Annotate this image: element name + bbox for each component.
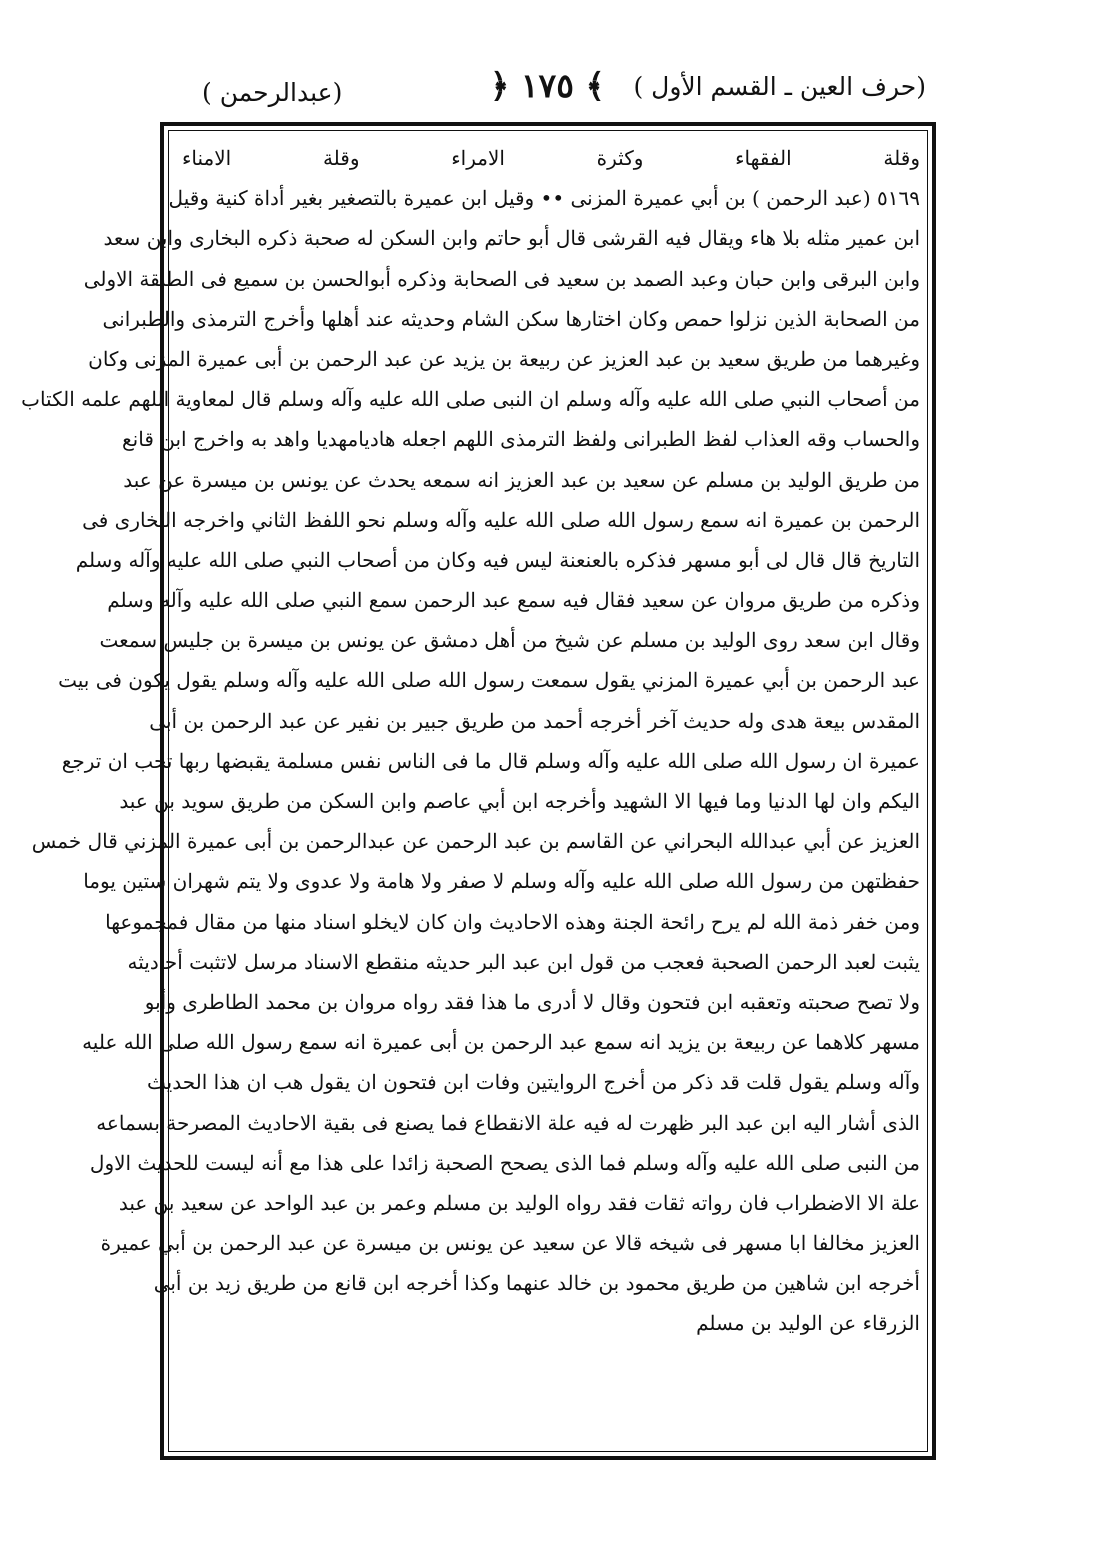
text-line: يثبت لعبد الرحمن الصحبة فعجب من قول ابن عبد البر حديثه منقطع الاسناد مرسل لاتثبت أحاديثه	[127, 949, 920, 974]
text-line: عميرة ان رسول الله صلى الله عليه وآله وسلم قال ما فى الناس نفس مسلمة يقبضها ربها تحب ان ترجع	[61, 748, 920, 773]
text-line: أخرجه ابن شاهين من طريق محمود بن خالد عنهما وكذا أخرجه ابن قانع من طريق زيد بن أبى	[153, 1271, 920, 1296]
text-line: التاريخ قال قال لى أبو مسهر فذكره بالعنعنة ليس فيه وكان من أصحاب النبي صلى الله عليه وآله وسلم	[75, 547, 920, 572]
text-line: اليكم وان لها الدنيا وما فيها الا الشهيد وأخرجه ابن أبي عاصم وابن السكن من طريق سويد بن عبد	[119, 789, 920, 813]
text-line: وقال ابن سعد روى الوليد بن مسلم عن شيخ من أهل دمشق عن يونس بن ميسرة بن جليس سمعت	[99, 628, 920, 653]
text-line: ٥١٦٩ (عبد الرحمن ) بن أبي عميرة المزنى •• وقيل ابن عميرة بالتصغير بغير أداة كنية وقيل	[168, 186, 920, 211]
section-title: ( حرف العين ـ القسم الأول)	[633, 72, 926, 101]
text-line: وذكره من طريق مروان عن سعيد فقال فيه سمع عبد الرحمن سمع النبي صلى الله عليه وآله وسلم	[107, 588, 920, 613]
text-line: حفظتهن من رسول الله صلى الله عليه وآله وسلم لا صفر ولا هامة ولا عدوى ولا يتم شهران ستين يوما	[83, 869, 920, 894]
text-line: مسهر كلاهما عن ربيعة بن يزيد انه سمع عبد الرحمن بن أبى عميرة انه سمع رسول الله صلى الله عليه	[82, 1030, 920, 1055]
entry-name: ( عبدالرحمن)	[202, 78, 343, 107]
body-text	[21, 138, 920, 1344]
text-line: الزرقاء عن الوليد بن مسلم	[696, 1311, 920, 1336]
text-line: علة الا الاضطراب فان رواته ثقات فقد رواه الوليد بن مسلم وعمر بن عبد الواحد عن سعيد بن عبد	[118, 1190, 920, 1215]
text-line: ولا تصح صحبته وتعقبه ابن فتحون وقال لا أدرى ما هذا فقد رواه مروان بن محمد الطاطرى وأبو	[144, 989, 920, 1014]
text-line: ابن عمير مثله بلا هاء ويقال فيه القرشى قال أبو حاتم وابن السكن له صحبة ذكره البخارى وابن سعد	[103, 226, 920, 251]
text-line: من أصحاب النبي صلى الله عليه وآله وسلم ان النبى صلى الله عليه وآله وسلم قال لمعاوية اللهم علمه الكتاب	[21, 387, 920, 412]
text-line: ومن خفر ذمة الله لم يرح رائحة الجنة وهذه الاحاديث وان كان لايخلو اسناد منها من مقال فمجموعها	[105, 909, 920, 934]
page-header	[160, 62, 936, 122]
text-line: الذى أشار اليه ابن عبد البر ظهرت له فيه علة الانقطاع فما يصنع فى بقية الاحاديث المصرحة بسماعه	[96, 1110, 920, 1135]
text-line: وقلة الفقهاء وكثرة الامراء وقلة الامناء	[182, 146, 920, 170]
text-line: من الصحابة الذين نزلوا حمص وكان اختارها سكن الشام وحديثه عند أهلها وأخرج الترمذى والطبرانى	[102, 306, 920, 331]
text-line: العزيز مخالفا ابا مسهر فى شيخه قالا عن سعيد عن يونس بن ميسرة عن عبد الرحمن بن أبي عميرة	[100, 1231, 920, 1256]
text-line: وغيرهما من طريق سعيد بن عبد العزيز عن ربيعة بن يزيد عن عبد الرحمن بن أبى عميرة المزنى وكان	[88, 346, 920, 371]
text-line: وآله وسلم يقول قلت قد ذكر من أخرج الروايتين وفات ابن فتحون ان يقول هب ان هذا الحديث	[146, 1070, 920, 1095]
page-number: ﴿ ١٧٥ ﴾	[490, 66, 605, 105]
text-line: العزيز عن أبي عبدالله البحراني عن القاسم بن عبد الرحمن عن عبدالرحمن بن أبى عميرة المزني قال خمس	[31, 829, 920, 854]
text-line: من طريق الوليد بن مسلم عن سعيد بن عبد العزيز انه سمعه يحدث عن يونس بن ميسرة عن عبد	[123, 467, 920, 492]
text-line: عبد الرحمن بن أبي عميرة المزني يقول سمعت رسول الله صلى الله عليه وآله وسلم يقول يكون فى بيت	[58, 668, 920, 693]
text-line: المقدس بيعة هدى وله حديث آخر أخرجه أحمد من طريق جبير بن نفير عن عبد الرحمن بن أبى	[149, 708, 920, 733]
text-line: والحساب وقه العذاب لفظ الطبرانى ولفظ الترمذى اللهم اجعله هاديامهديا واهد به واخرج ابن قانع	[122, 427, 920, 452]
text-line: الرحمن بن عميرة انه سمع رسول الله صلى الله عليه وآله وسلم نحو اللفظ الثاني واخرجه البخارى فى	[82, 507, 920, 532]
text-line: من النبى صلى الله عليه وآله وسلم فما الذى يصحح الصحبة زائدا على هذا مع أنه ليست للحديث الاول	[89, 1150, 920, 1175]
text-line: وابن البرقى وابن حبان وعبد الصمد بن سعيد فى الصحابة وذكره أبوالحسن بن سميع فى الطبقة الاولى	[83, 266, 920, 291]
